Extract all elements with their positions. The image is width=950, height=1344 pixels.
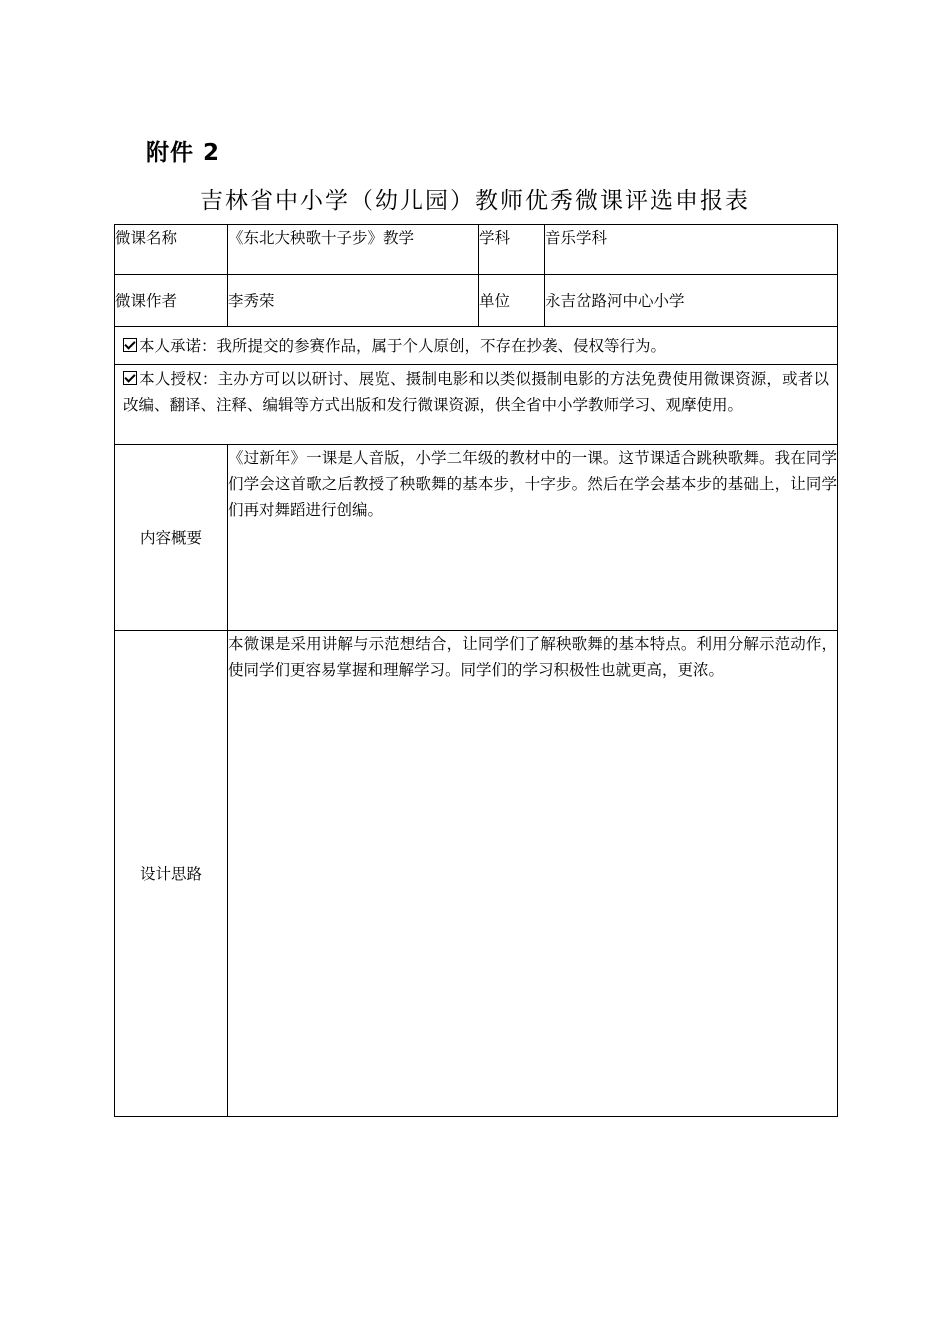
- design-row: [115, 631, 838, 1117]
- application-form-table: [114, 224, 838, 1117]
- promise-text: 我所提交的参赛作品，属于个人原创，不存在抄袭、侵权等行为。: [216, 336, 667, 355]
- unit-label: 单位: [479, 275, 545, 327]
- attachment-label: 附件 2: [146, 140, 221, 166]
- author-value: 李秀荣: [228, 275, 479, 327]
- promise-cell: [115, 327, 838, 365]
- license-row: [115, 365, 838, 445]
- promise-row: [115, 327, 838, 365]
- checked-box-icon: [123, 338, 137, 352]
- page-title: 吉林省中小学（幼儿园）教师优秀微课评选申报表: [200, 188, 750, 214]
- subject-value: 音乐学科: [545, 225, 838, 275]
- course-name-value: 《东北大秧歌十子步》教学: [228, 225, 479, 275]
- author-row: [115, 275, 838, 327]
- license-text: 主办方可以以研讨、展览、摄制电影和以类似摄制电影的方法免费使用微课资源，或者以改编、翻译、注释、编辑等方式出版和发行微课资源，供全省中小学教师学习、观摩使用。: [123, 370, 829, 414]
- course-name-label: 微课名称: [115, 225, 228, 275]
- summary-text: 《过新年》一课是人音版，小学二年级的教材中的一课。这节课适合跳秧歌舞。我在同学们学会这首歌之后教授了秧歌舞的基本步，十字步。然后在学会基本步的基础上，让同学们再对舞蹈进行创编。: [228, 445, 838, 631]
- subject-label: 学科: [479, 225, 545, 275]
- license-cell: [115, 365, 838, 445]
- author-label: 微课作者: [115, 275, 228, 327]
- design-label: 设计思路: [115, 631, 228, 1117]
- summary-label: 内容概要: [115, 445, 228, 631]
- license-label: 本人授权：: [139, 370, 218, 388]
- summary-row: [115, 445, 838, 631]
- checked-box-icon: [123, 371, 137, 385]
- course-name-row: [115, 225, 838, 275]
- design-text: 本微课是采用讲解与示范想结合，让同学们了解秧歌舞的基本特点。利用分解示范动作，使同学们更容易掌握和理解学习。同学们的学习积极性也就更高，更浓。: [228, 631, 838, 1117]
- unit-value: 永吉岔路河中心小学: [545, 275, 838, 327]
- promise-label: 本人承诺：: [139, 336, 217, 355]
